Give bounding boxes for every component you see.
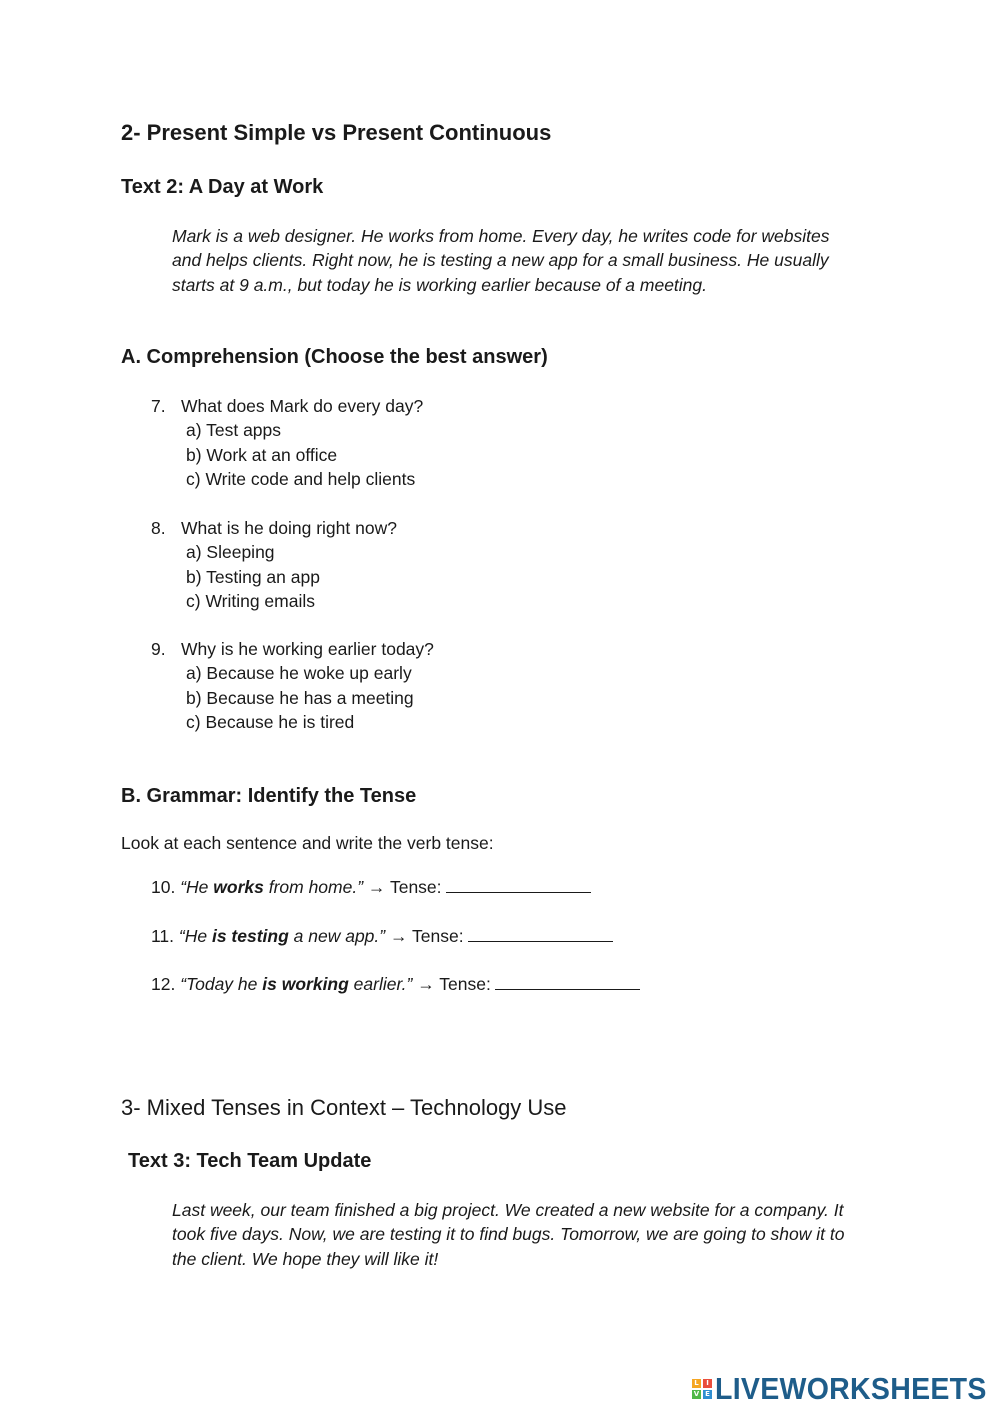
section-2-title: 2- Present Simple vs Present Continuous <box>121 120 552 145</box>
grammar-heading: B. Grammar: Identify the Tense <box>121 785 417 807</box>
question-number: 7. <box>151 396 166 416</box>
logo-mark-icon <box>692 1379 712 1399</box>
logo-letter-l: L <box>692 1379 701 1388</box>
tense-label: → Tense: <box>363 877 442 897</box>
sentence-end: earlier.” <box>348 974 413 994</box>
logo-letter-e: E <box>703 1390 712 1399</box>
sentence-start: “Today he <box>180 974 263 994</box>
option-b[interactable]: b) Because he has a meeting <box>186 687 414 708</box>
sentence-verb: is working <box>262 974 349 994</box>
logo-letter-i: I <box>703 1379 712 1388</box>
option-c[interactable]: c) Write code and help clients <box>186 468 416 489</box>
item-number: 10. <box>151 877 176 897</box>
logo-text: LIVEWORKSHEETS <box>715 1371 987 1406</box>
option-a[interactable]: a) Sleeping <box>186 542 275 563</box>
liveworksheets-logo <box>692 1372 999 1406</box>
sentence-start: “He <box>178 926 212 946</box>
question-text: What is he doing right now? <box>181 518 397 538</box>
option-b[interactable]: b) Work at an office <box>186 444 338 465</box>
tense-answer-blank[interactable] <box>468 927 613 942</box>
question-text: Why is he working earlier today? <box>181 639 434 659</box>
text-2-passage: Mark is a web designer. He works from home. Every day, he writes code for websites and helps clients. Right now, he is testing a new app for a small business. He usually starts at 9 a.m., but today he is working earlier because of a meeting. <box>172 226 830 295</box>
text-3-passage: Last week, our team finished a big project. We created a new website for a company. It took five days. Now, we are testing it to find bugs. Tomorrow, we are going to show it to the client. We hope they will like it! <box>172 1200 845 1269</box>
tense-label: → Tense: <box>385 926 464 946</box>
text-3-heading: Text 3: Tech Team Update <box>128 1150 372 1172</box>
sentence-verb: is testing <box>211 926 289 946</box>
sentence-verb: works <box>213 877 264 897</box>
section-3-title: 3- Mixed Tenses in Context – Technology Use <box>121 1095 567 1120</box>
question-7 <box>151 394 423 491</box>
question-text: What does Mark do every day? <box>181 396 424 416</box>
comprehension-heading: A. Comprehension (Choose the best answer) <box>121 346 548 368</box>
item-number: 12. <box>151 974 176 994</box>
option-b[interactable]: b) Testing an app <box>186 566 320 587</box>
question-number: 9. <box>151 639 166 659</box>
logo-letter-v: V <box>693 1390 700 1398</box>
grammar-item-12 <box>151 974 640 995</box>
question-9 <box>151 637 434 734</box>
grammar-item-10 <box>151 877 591 898</box>
text-2-heading: Text 2: A Day at Work <box>121 176 324 198</box>
option-c[interactable]: c) Because he is tired <box>186 711 355 732</box>
sentence-end: a new app.” <box>288 926 386 946</box>
question-8 <box>151 516 397 613</box>
sentence-end: from home.” <box>263 877 364 897</box>
option-a[interactable]: a) Because he woke up early <box>186 663 412 684</box>
question-number: 8. <box>151 518 166 538</box>
option-c[interactable]: c) Writing emails <box>186 590 316 611</box>
tense-answer-blank[interactable] <box>446 878 591 893</box>
grammar-instruction: Look at each sentence and write the verb tense: <box>121 833 494 853</box>
option-a[interactable]: a) Test apps <box>186 420 282 441</box>
sentence-start: “He <box>180 877 214 897</box>
grammar-item-11 <box>151 926 613 947</box>
tense-label: → Tense: <box>412 974 491 994</box>
tense-answer-blank[interactable] <box>495 975 640 990</box>
item-number: 11. <box>151 926 175 946</box>
